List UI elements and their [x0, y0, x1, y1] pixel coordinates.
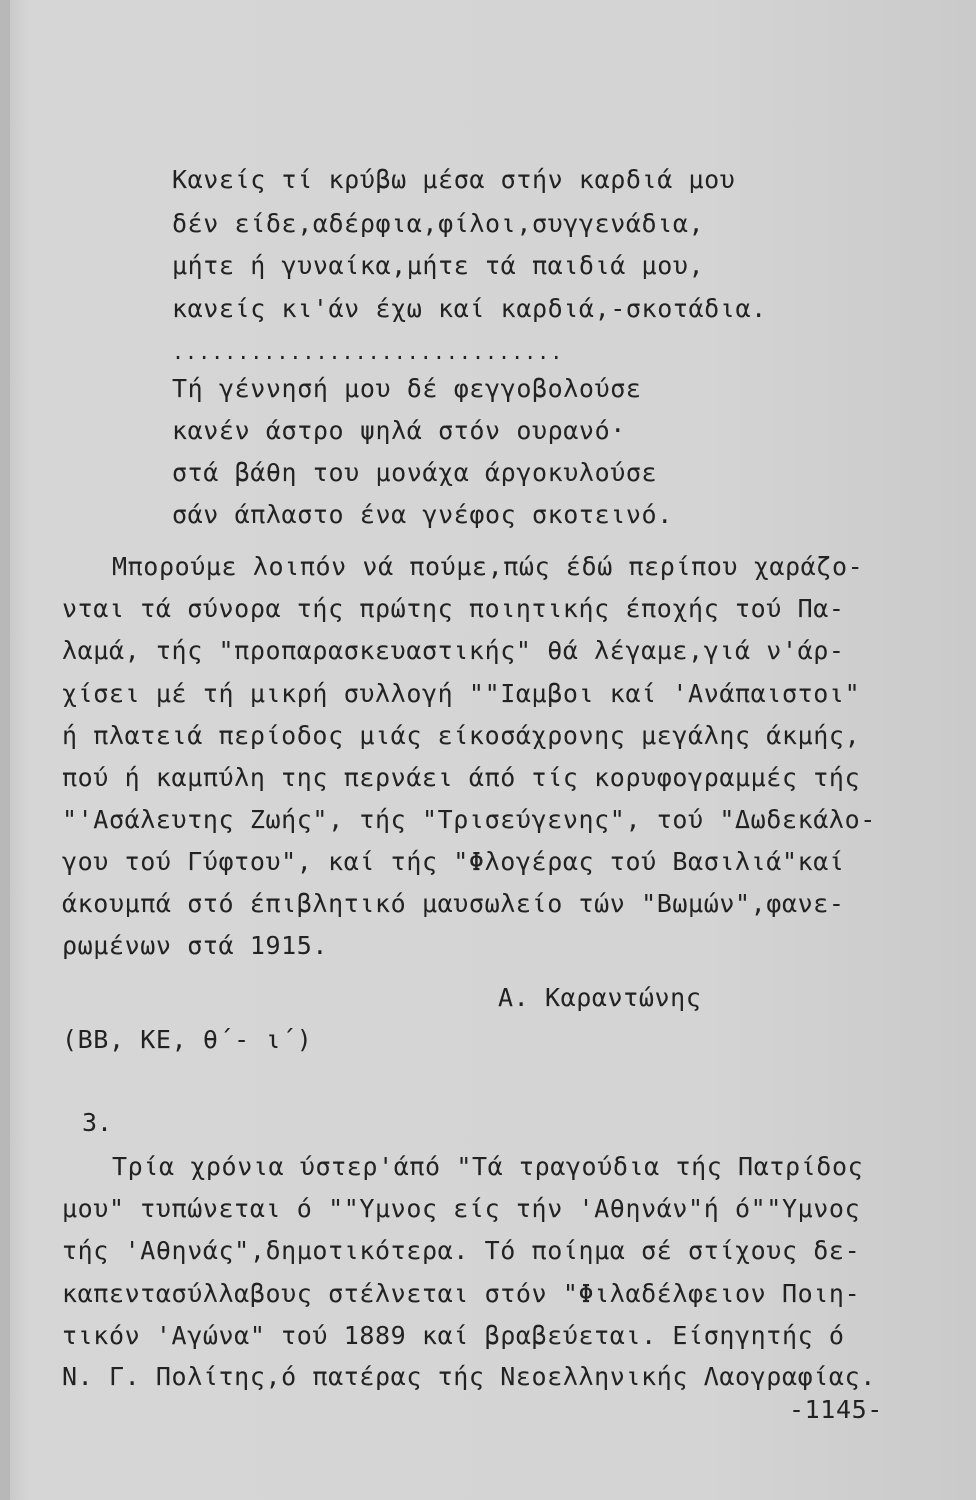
text-line: τής 'Αθηνάς",δημοτικότερα. Τό ποίημα σέ στίχους δε-	[62, 1236, 861, 1265]
poem-line: σάν άπλαστο ένα γνέφος σκοτεινό.	[172, 500, 673, 529]
poem-line: κανέν άστρο ψηλά στόν ουρανό·	[172, 416, 626, 445]
poem-line: δέν είδε,αδέρφια,φίλοι,συγγενάδια,	[172, 209, 705, 238]
text-line: ή πλατειά περίοδος μιάς είκοσάχρονης μεγάλης άκμής,	[62, 721, 861, 750]
text-line: γου τού Γύφτου", καί τής "Φλογέρας τού Βασιλιά"καί	[62, 847, 845, 876]
text-line: χίσει μέ τή μικρή συλλογή ""Ιαμβοι καί 'Ανάπαιστοι"	[62, 679, 861, 708]
text-line: άκουμπά στό έπιβλητικό μαυσωλείο τών "Βωμών",φανε-	[62, 889, 845, 918]
text-line: Τρία χρόνια ύστερ'άπό "Τά τραγούδια τής Πατρίδος	[112, 1152, 864, 1181]
text-line: πού ή καμπύλη της περνάει άπό τίς κορυφογραμμές τής	[62, 763, 861, 792]
page-number: -1145-	[789, 1395, 883, 1424]
text-line: ρωμένων στά 1915.	[62, 931, 329, 960]
poem-line: κανείς κι'άν έχω καί καρδιά,-σκοτάδια.	[172, 294, 767, 323]
text-line: Ν. Γ. Πολίτης,ό πατέρας τής Νεοελληνικής Λαογραφίας.	[62, 1362, 876, 1391]
text-line: μου" τυπώνεται ό ""Υμνος είς τήν 'Αθηνάν"ή ό""Υμνος	[62, 1194, 861, 1223]
stanza-separator: ..............................	[172, 340, 564, 364]
text-line: καπεντασύλλαβους στέλνεται στόν "Φιλαδέλφειον Ποιη-	[62, 1279, 861, 1308]
text-line: "'Ασάλευτης Ζωής", τής "Τρισεύγενης", τού "Δωδεκάλο-	[62, 805, 876, 834]
text-line: Μπορούμε λοιπόν νά πούμε,πώς έδώ περίπου χαράζο-	[112, 552, 864, 581]
text-line: λαμά, τής "προπαρασκευαστικής" θά λέγαμε,γιά ν'άρ-	[62, 636, 845, 665]
poem-line: Κανείς τί κρύβω μέσα στήν καρδιά μου	[172, 165, 736, 194]
section-number: 3.	[82, 1108, 113, 1137]
poem-line: στά βάθη του μονάχα άργοκυλούσε	[172, 458, 658, 487]
author-signature: Α. Καραντώνης	[498, 983, 702, 1012]
poem-line: μήτε ή γυναίκα,μήτε τά παιδιά μου,	[172, 251, 705, 280]
text-line: τικόν 'Αγώνα" τού 1889 καί βραβεύεται. Είσηγητής ό	[62, 1321, 845, 1350]
text-line: νται τά σύνορα τής πρώτης ποιητικής έποχής τού Πα-	[62, 594, 845, 623]
page-spine-edge	[0, 0, 10, 1500]
source-reference: (ΒΒ, ΚΕ, θ΄- ι΄)	[62, 1025, 313, 1054]
poem-line: Τή γέννησή μου δέ φεγγοβολούσε	[172, 374, 642, 403]
